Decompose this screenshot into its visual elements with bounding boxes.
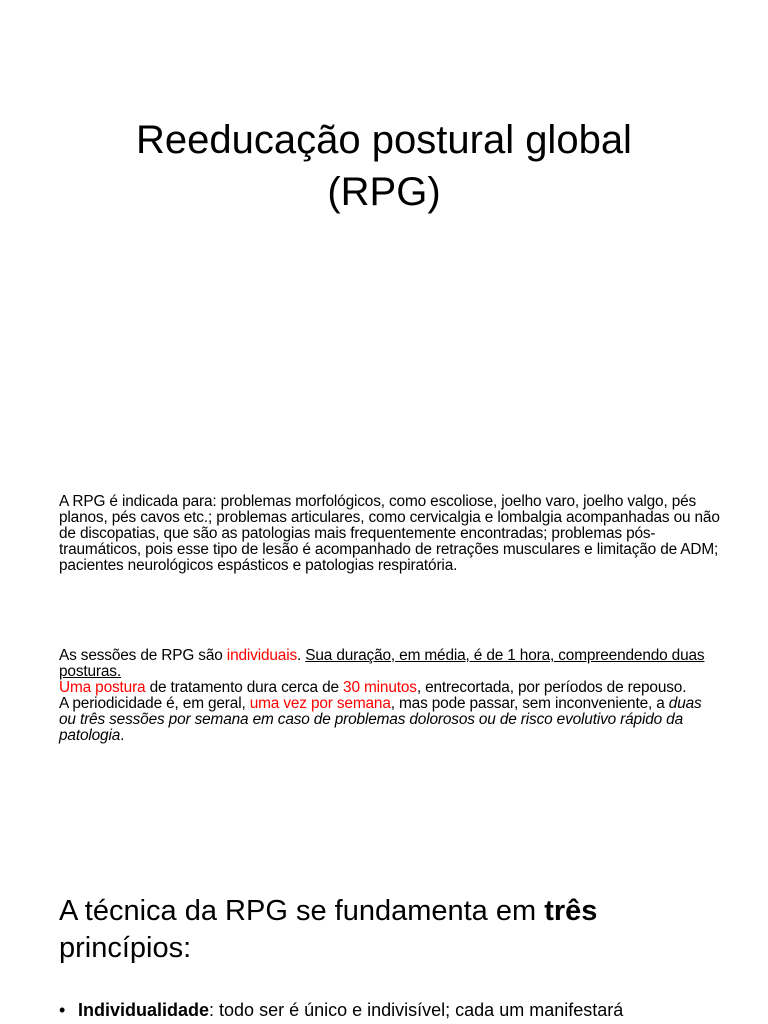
slide-title-line2: (RPG)	[327, 170, 441, 214]
sessions-individual-highlight: individuais	[226, 647, 298, 664]
thirty-minutes-highlight: 30 minutos	[343, 679, 417, 696]
sessions-paragraph	[59, 648, 721, 744]
principles-heading-bold: três	[544, 895, 598, 927]
principles-heading-text-a: A técnica da RPG se fundamenta em	[59, 895, 545, 927]
sessions-duration-underlined: Sua duração, em média, é de 1 hora, compreendendo duas posturas.	[59, 647, 705, 680]
periodicity-text-2: , mas pode passar, sem inconveniente, a	[390, 695, 669, 712]
principle-text: : todo ser é único e indivisível; cada um manifestará	[209, 1000, 624, 1020]
principles-heading-text-b: princípios:	[59, 932, 192, 964]
one-posture-highlight: Uma postura	[59, 679, 146, 696]
periodicity-text-3: .	[120, 727, 125, 744]
principle-term: Individualidade	[78, 1000, 210, 1020]
bullet-icon: •	[59, 1000, 66, 1020]
sessions-text-2: .	[297, 647, 306, 664]
once-a-week-highlight: uma vez por semana	[249, 695, 391, 712]
indications-paragraph: A RPG é indicada para: problemas morfológicos, como escoliose, joelho varo, joelho valgo, pés planos, pés cavos etc.; problemas articulares, como cervicalgia e lombalgia acompanhadas ou não de discopatias, que são as patologias mais frequentemente encontradas; problemas pós-traumáticos, pois esse tipo de lesão é acompanhado de retrações musculares e limitação de ADM; pacientes neurológicos espásticos e patologias respiratória.	[59, 493, 720, 574]
slide-title-line1: Reeducação postural global	[136, 118, 632, 162]
posture-text-1: de tratamento dura cerca de	[145, 679, 344, 696]
slide-title	[0, 114, 768, 218]
principles-list	[59, 998, 739, 1022]
list-item	[59, 998, 739, 1022]
periodicity-italic: duas ou três sessões por semana em caso de problemas dolorosos ou de risco evolutivo rápido da patologia	[59, 695, 702, 744]
periodicity-text-1: A periodicidade é, em geral,	[59, 695, 250, 712]
principles-heading	[59, 893, 719, 967]
posture-text-2: , entrecortada, por períodos de repouso.	[416, 679, 687, 696]
sessions-text-1: As sessões de RPG são	[59, 647, 227, 664]
